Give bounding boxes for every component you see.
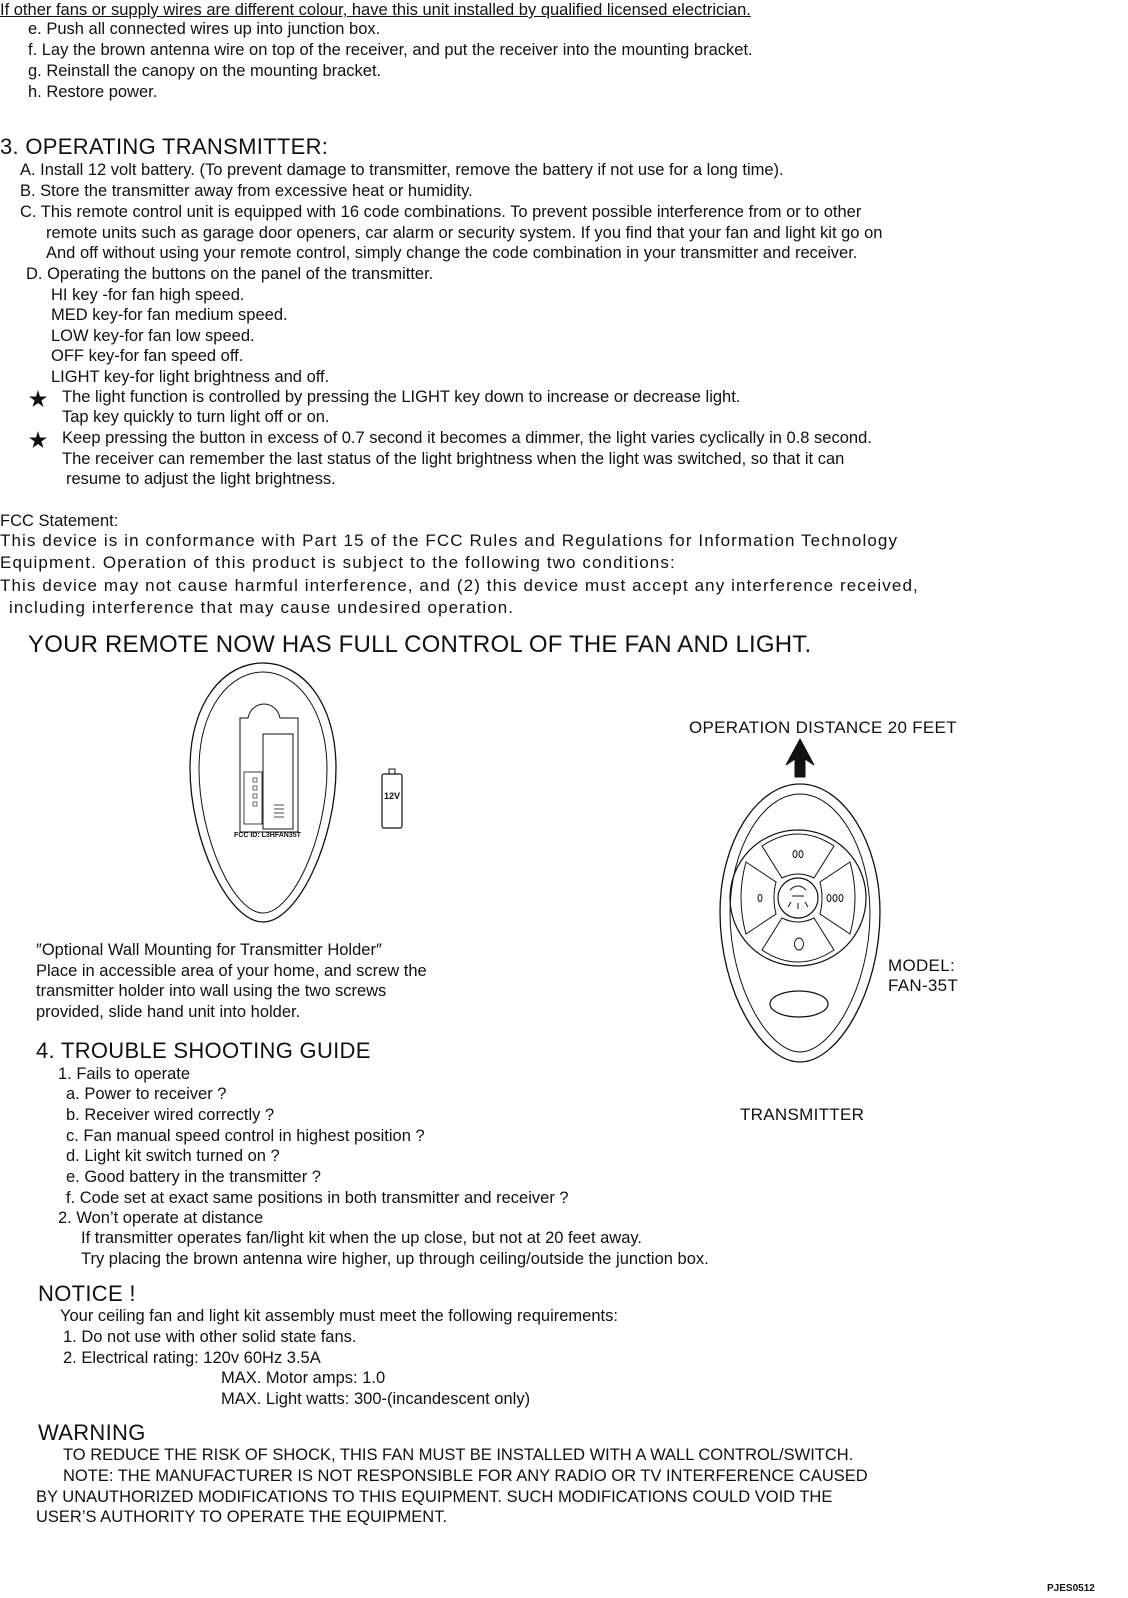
signal-arrow-icon (784, 737, 816, 779)
key-light: LIGHT key-for light brightness and off. (51, 368, 330, 386)
operating-c-line3: And off without using your remote control, simply change the code combination in your transmitter and receiver. (46, 244, 858, 262)
trouble-c: c. Fan manual speed control in highest position ? (66, 1127, 425, 1145)
notice-req1: 1. Do not use with other solid state fans. (63, 1328, 357, 1346)
trouble-item2-a: If transmitter operates fan/light kit when the up close, but not at 20 feet away. (81, 1229, 643, 1247)
trouble-e: e. Good battery in the transmitter ? (66, 1168, 321, 1186)
trouble-item1: 1. Fails to operate (58, 1065, 191, 1083)
transmitter-illustration (718, 782, 882, 1064)
electrician-warning: If other fans or supply wires are different colour, have this unit installed by qualified licensed electrician. (0, 1, 751, 19)
fcc-line2: Equipment. Operation of this product is subject to the following two conditions: (0, 553, 676, 572)
operating-c: C. This remote control unit is equipped with 16 code combinations. To prevent possible interference from or to other (20, 203, 862, 221)
step-h: h. Restore power. (28, 83, 158, 101)
wallmount-title: ″Optional Wall Mounting for Transmitter Holder″ (36, 941, 382, 959)
operating-b: B. Store the transmitter away from excessive heat or humidity. (20, 182, 473, 200)
trouble-d: d. Light kit switch turned on ? (66, 1147, 280, 1165)
warning-title: WARNING (38, 1420, 146, 1445)
warning-line2: NOTE: THE MANUFACTURER IS NOT RESPONSIBLE FOR ANY RADIO OR TV INTERFERENCE CAUSED (63, 1467, 868, 1485)
key-hi: HI key -for fan high speed. (51, 286, 245, 304)
notice-title: NOTICE ! (38, 1281, 136, 1306)
warning-line4: USER’S AUTHORITY TO OPERATE THE EQUIPMENT. (36, 1508, 448, 1526)
trouble-a: a. Power to receiver ? (66, 1085, 227, 1103)
key-low: LOW key-for fan low speed. (51, 327, 255, 345)
warning-line1: TO REDUCE THE RISK OF SHOCK, THIS FAN MUST BE INSTALLED WITH A WALL CONTROL/SWITCH. (63, 1446, 854, 1464)
transmitter-label: TRANSMITTER (740, 1105, 865, 1124)
battery-label: 12V (384, 791, 401, 801)
model-label: MODEL: (888, 956, 955, 975)
note2-line1: Keep pressing the button in excess of 0.7 second it becomes a dimmer, the light varies cyclically in 0.8 second. (62, 429, 872, 447)
document-code: PJES0512 (1047, 1583, 1095, 1594)
fcc-line1: This device is in conformance with Part 15 of the FCC Rules and Regulations for Information Technology (0, 531, 899, 550)
operating-d: D. Operating the buttons on the panel of the transmitter. (26, 265, 434, 283)
warning-line3: BY UNAUTHORIZED MODIFICATIONS TO THIS EQUIPMENT. SUCH MODIFICATIONS COULD VOID THE (36, 1488, 833, 1506)
trouble-item2: 2. Won’t operate at distance (58, 1209, 264, 1227)
wall-holder-illustration (188, 660, 338, 925)
wallmount-line2: transmitter holder into wall using the two screws (36, 982, 387, 1000)
notice-motor-amps: MAX. Motor amps: 1.0 (221, 1369, 386, 1387)
model-number: FAN-35T (888, 976, 959, 995)
fcc-line4: including interference that may cause undesired operation. (9, 598, 515, 617)
wallmount-line1: Place in accessible area of your home, and screw the (36, 962, 427, 980)
note2-line3: resume to adjust the light brightness. (66, 470, 336, 488)
star-bullet-icon (29, 431, 47, 449)
note1-line2: Tap key quickly to turn light off or on. (62, 408, 330, 426)
wallmount-title-text: Optional Wall Mounting for Transmitter Holder (41, 941, 376, 959)
banner: YOUR REMOTE NOW HAS FULL CONTROL OF THE FAN AND LIGHT. (28, 631, 812, 658)
key-off: OFF key-for fan speed off. (51, 347, 244, 365)
trouble-f: f. Code set at exact same positions in both transmitter and receiver ? (66, 1189, 569, 1207)
operating-a: A. Install 12 volt battery. (To prevent damage to transmitter, remove the battery if not use for a long time). (20, 161, 784, 179)
fcc-title: FCC Statement: (0, 512, 119, 530)
operating-c-line2: remote units such as garage door openers, car alarm or security system. If you find that your fan and light kit go on (46, 224, 883, 242)
step-f: f. Lay the brown antenna wire on top of the receiver, and put the receiver into the mounting bracket. (28, 41, 753, 59)
note2-line2: The receiver can remember the last status of the light brightness when the light was switched, so that it can (62, 450, 845, 468)
star-bullet-icon (29, 390, 47, 408)
notice-light-watts: MAX. Light watts: 300-(incandescent only) (221, 1390, 531, 1408)
operation-distance-label: OPERATION DISTANCE 20 FEET (689, 718, 957, 737)
step-e: e. Push all connected wires up into junction box. (28, 20, 381, 38)
trouble-b: b. Receiver wired correctly ? (66, 1106, 275, 1124)
wallmount-line3: provided, slide hand unit into holder. (36, 1003, 301, 1021)
trouble-item2-b: Try placing the brown antenna wire higher, up through ceiling/outside the junction box. (81, 1250, 709, 1268)
fcc-id-label: FCC ID: L3HFAN35T (234, 832, 301, 839)
notice-intro: Your ceiling fan and light kit assembly must meet the following requirements: (60, 1307, 618, 1325)
fcc-line3: This device may not cause harmful interference, and (2) this device must accept any interference received, (0, 576, 919, 595)
operating-title: 3. OPERATING TRANSMITTER: (0, 134, 329, 159)
note1-line1: The light function is controlled by pressing the LIGHT key down to increase or decrease light. (62, 388, 741, 406)
step-g: g. Reinstall the canopy on the mounting bracket. (28, 62, 382, 80)
notice-req2: 2. Electrical rating: 120v 60Hz 3.5A (63, 1349, 321, 1367)
key-med: MED key-for fan medium speed. (51, 306, 288, 324)
trouble-title: 4. TROUBLE SHOOTING GUIDE (36, 1038, 371, 1063)
